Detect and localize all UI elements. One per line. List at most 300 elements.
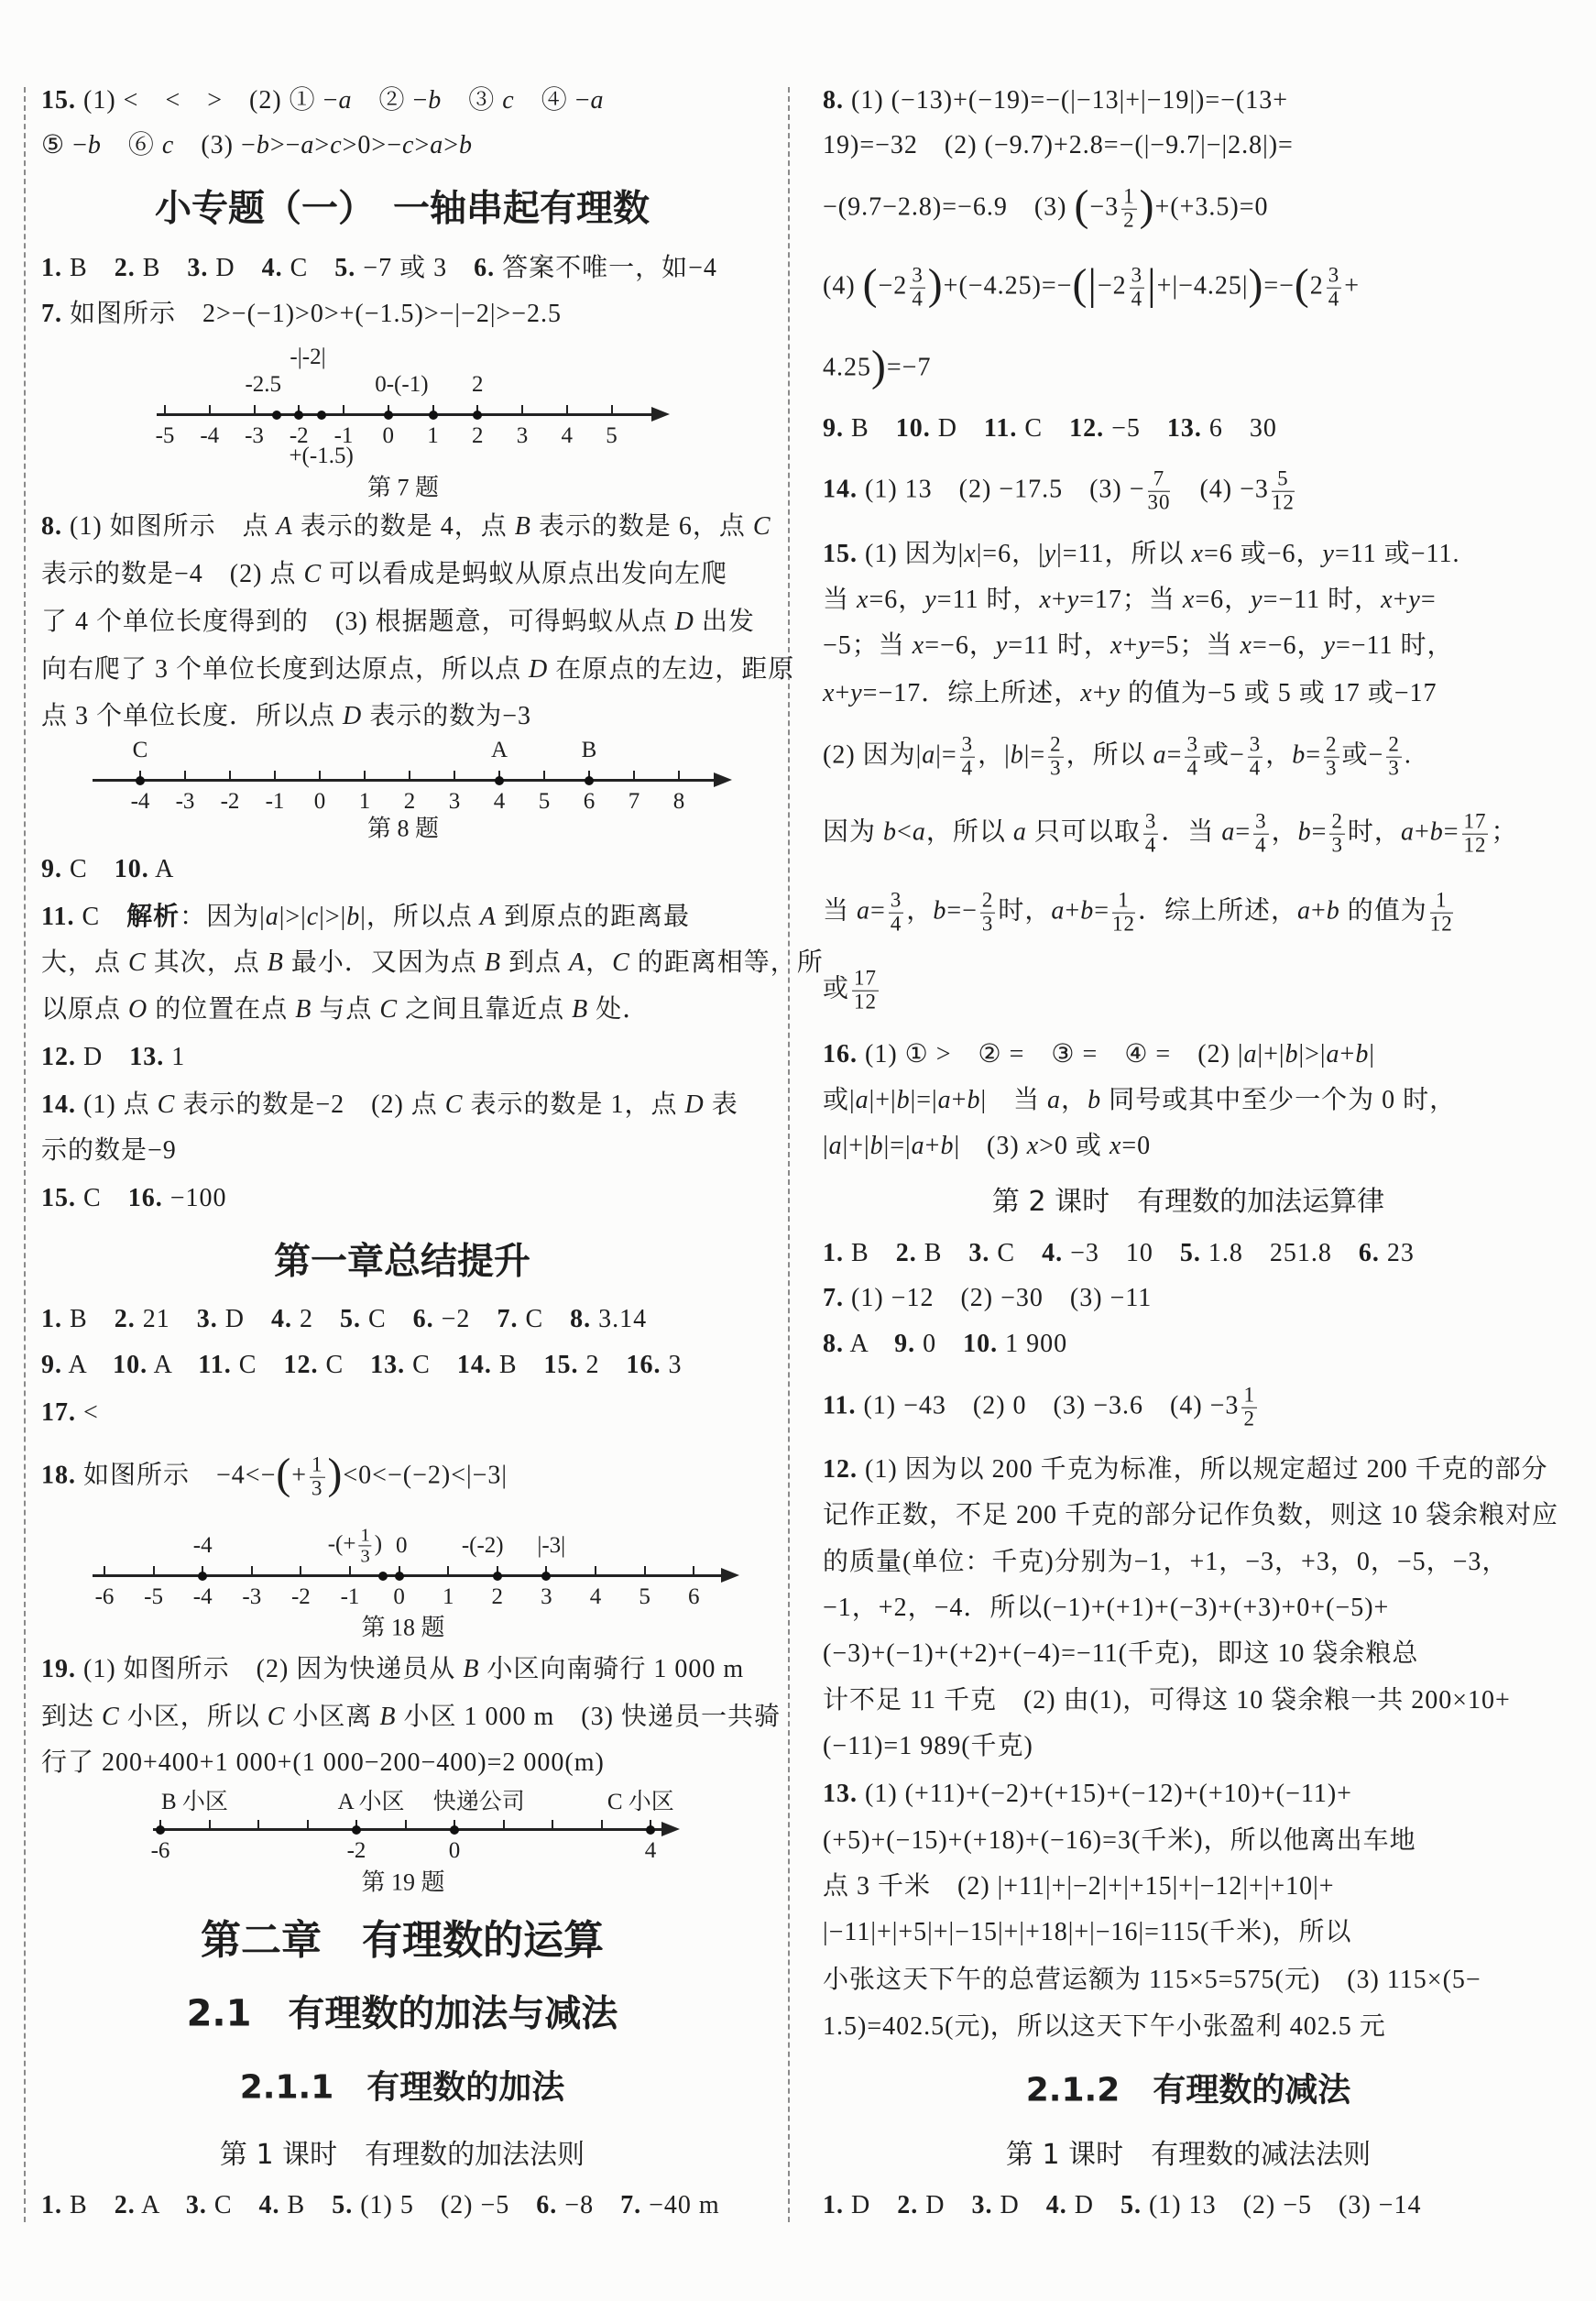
variable: c bbox=[330, 131, 343, 160]
text-run: D bbox=[208, 254, 262, 283]
text-run: 或 bbox=[823, 974, 850, 1003]
point-marker bbox=[450, 1825, 459, 1835]
section-heading-2-1-1: 2.1.1 有理数的加法 bbox=[239, 2068, 565, 2107]
number-line-axis bbox=[93, 1574, 725, 1577]
answer-line bbox=[41, 511, 771, 542]
text-run: 点 3 千米 (2) |+11|+|−2|+|+15|+|−12|+|+10|+ bbox=[823, 1872, 1335, 1901]
axis-tick bbox=[644, 1566, 646, 1575]
text-run: +|−4.25| bbox=[1156, 271, 1249, 301]
variable: y bbox=[1108, 679, 1120, 708]
question-number: 12. bbox=[1069, 414, 1105, 444]
question-number: 17. bbox=[41, 1398, 76, 1428]
text-run: ； bbox=[1491, 817, 1518, 847]
tick-label: -2 bbox=[346, 1838, 366, 1863]
variable: C bbox=[303, 560, 322, 589]
text-run: 0 bbox=[915, 1330, 964, 1359]
question-number: 12. bbox=[41, 1043, 76, 1072]
text-run: 同号或其中至少一个为 0 时， bbox=[1101, 1086, 1457, 1115]
variable: b bbox=[87, 131, 102, 160]
question-number: 15. bbox=[41, 86, 76, 115]
variable: b bbox=[428, 86, 443, 115]
text-run: + bbox=[1051, 586, 1067, 615]
text-run: > bbox=[414, 131, 431, 160]
variable: a bbox=[1243, 1040, 1258, 1069]
text-run: 23 bbox=[1379, 1239, 1415, 1268]
variable: A bbox=[568, 948, 586, 978]
fraction-denominator: 4 bbox=[1249, 756, 1262, 780]
annotation-text: C 小区 bbox=[607, 1790, 674, 1814]
fraction-denominator: 3 bbox=[1388, 756, 1400, 780]
variable: C bbox=[752, 512, 771, 542]
text-run: 时， bbox=[1347, 817, 1401, 847]
variable: x bbox=[1182, 586, 1196, 615]
point-marker bbox=[198, 1572, 207, 1581]
text-run: 3.14 bbox=[591, 1305, 648, 1334]
variable: x bbox=[857, 586, 869, 615]
fraction-numerator: 1 bbox=[1123, 184, 1135, 208]
tick-label: 3 bbox=[448, 789, 461, 814]
tick-label: 2 bbox=[403, 789, 416, 814]
variable: C bbox=[612, 948, 630, 978]
text-run: 到点 bbox=[500, 948, 569, 978]
variable: A bbox=[276, 512, 293, 542]
answer-line bbox=[823, 130, 1294, 161]
text-run: 到达 bbox=[41, 1703, 103, 1732]
variable: a bbox=[828, 1132, 843, 1161]
tick-label: 5 bbox=[538, 789, 551, 814]
question-number: 6. bbox=[536, 2191, 558, 2220]
column-divider bbox=[788, 87, 790, 2222]
variable: y bbox=[1408, 586, 1421, 615]
axis-tick bbox=[153, 1566, 155, 1575]
answer-line bbox=[823, 342, 932, 390]
point-marker bbox=[352, 1825, 361, 1835]
question-number: 5. bbox=[1120, 2191, 1142, 2220]
text-run: = bbox=[1443, 817, 1459, 847]
axis-tick bbox=[104, 1566, 105, 1575]
annotation-text: C bbox=[132, 738, 148, 762]
tick-label: -4 bbox=[192, 1584, 213, 1609]
text-run: 处． bbox=[588, 995, 650, 1024]
axis-tick bbox=[447, 1566, 449, 1575]
variable: b bbox=[459, 131, 474, 160]
text-run: 2 bbox=[1309, 271, 1324, 301]
text-run: = bbox=[1166, 740, 1183, 770]
text-run: |+| bbox=[1257, 1040, 1285, 1069]
fraction bbox=[1241, 1385, 1256, 1431]
point-marker bbox=[541, 1572, 551, 1581]
answer-line bbox=[41, 902, 690, 933]
text-run: | 当 bbox=[980, 1086, 1048, 1115]
text-run: 如图所示 −4<− bbox=[76, 1461, 277, 1490]
text-run: 小区，所以 bbox=[119, 1703, 268, 1732]
text-run: < bbox=[897, 817, 913, 847]
text-run: ， bbox=[1271, 817, 1298, 847]
variable: x bbox=[823, 679, 836, 708]
text-run: |= bbox=[1023, 740, 1046, 770]
answer-line bbox=[41, 1397, 99, 1429]
text-run: 向右爬了 3 个单位长度到达原点，所以点 bbox=[41, 655, 530, 685]
question-number: 5. bbox=[339, 1305, 361, 1334]
point-marker bbox=[156, 1825, 165, 1835]
fraction bbox=[1185, 734, 1199, 781]
question-number: 6. bbox=[412, 1305, 434, 1334]
point-marker bbox=[473, 411, 482, 420]
variable: b bbox=[933, 896, 947, 926]
fraction-denominator: 12 bbox=[1271, 490, 1295, 514]
answer-line bbox=[41, 994, 649, 1025]
text-run: ③ bbox=[442, 86, 503, 115]
text-run: 表示的数是−4 (2) 点 bbox=[41, 560, 304, 589]
point-annotation bbox=[133, 738, 148, 763]
text-run: + bbox=[1414, 817, 1430, 847]
text-run: B bbox=[62, 2191, 115, 2220]
fraction-numerator: 17 bbox=[1463, 809, 1487, 833]
variable: x bbox=[1381, 586, 1394, 615]
variable: D bbox=[684, 1090, 705, 1120]
variable: x bbox=[964, 540, 977, 569]
text-run: +(−4.25)=− bbox=[943, 271, 1073, 301]
text-run: 或− bbox=[1341, 740, 1384, 770]
answer-line bbox=[823, 1593, 1389, 1624]
text-run: −2 bbox=[1097, 271, 1127, 301]
text-run: ， bbox=[1265, 740, 1293, 770]
text-run: (3) − bbox=[174, 131, 257, 160]
text-run: + bbox=[1339, 1040, 1356, 1069]
text-run: | (3) bbox=[954, 1132, 1027, 1161]
fraction-denominator: 3 bbox=[360, 1546, 370, 1567]
variable: C bbox=[444, 1090, 464, 1120]
fraction-numerator: 2 bbox=[1050, 732, 1062, 756]
variable: y bbox=[1066, 586, 1080, 615]
tick-label: 3 bbox=[541, 1584, 552, 1609]
fraction-numerator: 3 bbox=[1328, 263, 1340, 287]
answer-line bbox=[823, 468, 1297, 515]
text-run: B bbox=[844, 414, 896, 444]
tick-label: 1 bbox=[442, 1584, 454, 1609]
tick-label: 6 bbox=[583, 789, 596, 814]
text-run: C bbox=[206, 2191, 259, 2220]
text-run: −3 10 bbox=[1063, 1239, 1180, 1268]
arrow-icon bbox=[661, 1822, 680, 1836]
variable: c bbox=[306, 903, 320, 932]
variable: b bbox=[896, 1086, 911, 1115]
variable: C bbox=[379, 995, 399, 1024]
text-run: =− bbox=[1263, 271, 1295, 301]
point-marker bbox=[429, 411, 438, 420]
variable: b bbox=[1429, 817, 1444, 847]
text-run: D bbox=[844, 2191, 898, 2220]
question-number: 9. bbox=[823, 414, 844, 444]
text-run: =−7 bbox=[886, 353, 932, 382]
axis-tick bbox=[454, 771, 455, 780]
question-number: 14. bbox=[456, 1351, 492, 1380]
question-number: 18. bbox=[41, 1461, 76, 1490]
variable: b bbox=[1088, 1086, 1102, 1115]
annotation-text: 快递公司 bbox=[432, 1790, 525, 1814]
point-annotation bbox=[582, 738, 597, 763]
text-run: 4.25 bbox=[823, 353, 871, 382]
text-run: + bbox=[1393, 586, 1409, 615]
large-delimiter: | bbox=[1147, 261, 1157, 310]
text-run: ， bbox=[585, 948, 613, 978]
text-run: |>| bbox=[279, 903, 307, 932]
variable: y bbox=[1323, 631, 1336, 661]
fraction-denominator: 12 bbox=[1429, 912, 1453, 936]
lesson-heading-sub-rule: 第 1 课时 有理数的减法法则 bbox=[1005, 2139, 1372, 2171]
fraction-numerator: 7 bbox=[1148, 468, 1171, 492]
text-run: 或| bbox=[823, 1086, 856, 1115]
text-run: 的值为 bbox=[1339, 896, 1427, 926]
question-number: 8. bbox=[823, 86, 844, 115]
answer-line bbox=[823, 811, 1518, 858]
fraction bbox=[889, 890, 903, 937]
question-number: 8. bbox=[41, 512, 62, 542]
annotation-text: 0 bbox=[396, 1533, 408, 1558]
axis-tick bbox=[300, 1566, 301, 1575]
variable: a bbox=[1047, 1086, 1062, 1115]
fraction-denominator: 4 bbox=[1186, 756, 1198, 780]
tick-label: 1 bbox=[427, 423, 439, 448]
fraction-numerator: 1 bbox=[1430, 890, 1453, 914]
axis-tick bbox=[521, 405, 523, 414]
number-line-axis bbox=[93, 779, 717, 782]
text-run: −100 bbox=[162, 1184, 227, 1213]
text-run: −8 bbox=[557, 2191, 621, 2220]
point-annotation bbox=[433, 1783, 525, 1816]
fraction-numerator: 1 bbox=[360, 1525, 370, 1546]
tick-label: -3 bbox=[175, 789, 195, 814]
variable: a bbox=[1296, 896, 1311, 926]
fraction bbox=[1048, 734, 1063, 781]
question-number: 13. bbox=[370, 1351, 406, 1380]
text-run: 因为 bbox=[823, 817, 884, 847]
question-number: 19. bbox=[41, 1655, 76, 1684]
text-run: 只可以取 bbox=[1026, 817, 1141, 847]
variable: a bbox=[922, 740, 936, 770]
text-run: C bbox=[360, 1305, 413, 1334]
answer-line bbox=[41, 253, 717, 284]
text-run: D bbox=[1066, 2191, 1120, 2220]
question-number: 16. bbox=[626, 1351, 661, 1380]
text-run: −5；当 bbox=[823, 631, 913, 661]
text-run: C bbox=[405, 1351, 457, 1380]
variable: b bbox=[346, 903, 361, 932]
answer-line bbox=[41, 85, 605, 116]
question-number: 12. bbox=[283, 1351, 319, 1380]
fraction bbox=[1462, 811, 1489, 858]
fraction-numerator: 5 bbox=[1272, 468, 1295, 492]
variable: a bbox=[937, 1086, 952, 1115]
variable: a bbox=[911, 1132, 925, 1161]
point-marker bbox=[378, 1572, 388, 1581]
answer-line bbox=[41, 607, 755, 638]
text-run: =11 时， bbox=[1008, 631, 1111, 661]
text-run: |=6，| bbox=[976, 540, 1044, 569]
question-number: 3. bbox=[196, 1305, 218, 1334]
answer-line bbox=[41, 1304, 647, 1335]
large-delimiter: ( bbox=[1072, 261, 1088, 310]
fraction bbox=[960, 734, 975, 781]
tick-label: -2 bbox=[289, 423, 309, 448]
fraction-numerator: 2 bbox=[1388, 732, 1400, 756]
annotation-text: 0-(-1) bbox=[375, 372, 429, 397]
point-marker bbox=[136, 776, 145, 785]
large-delimiter: | bbox=[1088, 261, 1098, 310]
question-number: 3. bbox=[185, 2191, 207, 2220]
figure-caption: 第 19 题 bbox=[361, 1868, 445, 1896]
variable: B bbox=[514, 512, 531, 542]
variable: a bbox=[912, 817, 926, 847]
question-number: 1. bbox=[823, 1239, 844, 1268]
variable: c bbox=[502, 86, 515, 115]
text-run: 表示的数为−3 bbox=[362, 702, 532, 731]
question-number: 15. bbox=[543, 1351, 579, 1380]
fraction bbox=[1248, 734, 1263, 781]
text-run: C bbox=[1017, 414, 1070, 444]
text-run: (1) −43 (2) 0 (3) −3.6 (4) −3 bbox=[856, 1391, 1240, 1420]
fraction-denominator: 3 bbox=[1326, 756, 1338, 780]
variable: b bbox=[256, 131, 270, 160]
answer-line bbox=[41, 1135, 177, 1167]
text-run: C bbox=[989, 1239, 1043, 1268]
large-delimiter: ( bbox=[1074, 182, 1090, 231]
point-marker bbox=[272, 411, 281, 420]
annotation-text: -(+ bbox=[327, 1531, 356, 1557]
answer-line bbox=[823, 1385, 1260, 1431]
question-number: 9. bbox=[894, 1330, 916, 1359]
variable: y bbox=[995, 631, 1009, 661]
variable: a bbox=[855, 1086, 869, 1115]
tick-label: 1 bbox=[358, 789, 371, 814]
axis-tick bbox=[257, 1820, 259, 1829]
axis-tick bbox=[251, 1566, 253, 1575]
point-marker bbox=[495, 776, 504, 785]
answer-line bbox=[823, 1731, 1033, 1762]
text-run: 以原点 bbox=[41, 995, 129, 1024]
text-run: (1) ① > ② = ③ = ④ = (2) | bbox=[858, 1040, 1244, 1069]
fraction-numerator: 3 bbox=[961, 732, 974, 756]
text-run: ，所以 bbox=[925, 817, 1013, 847]
text-run: (1) 如图所示 (2) 因为快递员从 bbox=[76, 1655, 464, 1684]
variable: D bbox=[343, 702, 363, 731]
text-run: =5；当 bbox=[1150, 631, 1241, 661]
fraction bbox=[980, 890, 995, 937]
answer-line bbox=[823, 1039, 1375, 1070]
question-number: 4. bbox=[1045, 2191, 1067, 2220]
annotation-text: -(-2) bbox=[461, 1533, 504, 1558]
point-annotation bbox=[472, 372, 484, 398]
text-run: 了 4 个单位长度得到的 (3) 根据题意，可得蚂蚁从点 bbox=[41, 608, 675, 637]
text-run: > bbox=[314, 131, 331, 160]
tick-label: 2 bbox=[491, 1584, 504, 1609]
text-run: + bbox=[924, 1132, 941, 1161]
axis-tick bbox=[209, 1820, 211, 1829]
text-run: >− bbox=[269, 131, 301, 160]
text-run: C bbox=[76, 1184, 128, 1213]
question-number: 1. bbox=[41, 1305, 62, 1334]
tick-label: 0 bbox=[393, 1584, 405, 1609]
variable: B bbox=[463, 1655, 480, 1684]
text-run: + bbox=[1122, 631, 1139, 661]
text-run: 表示的数是−2 (2) 点 bbox=[175, 1090, 445, 1120]
text-run: (1) 13 (2) −17.5 (3) − bbox=[858, 475, 1145, 504]
text-run: C bbox=[318, 1351, 371, 1380]
text-run: = bbox=[870, 896, 886, 926]
text-run: (1) (+11)+(−2)+(+15)+(−12)+(+10)+(−11)+ bbox=[858, 1780, 1352, 1809]
tick-label: -2 bbox=[290, 1584, 311, 1609]
question-number: 4. bbox=[258, 2191, 280, 2220]
point-annotation bbox=[289, 444, 353, 469]
fraction bbox=[310, 1454, 324, 1501]
point-annotation bbox=[537, 1533, 565, 1559]
question-number: 2. bbox=[114, 254, 136, 283]
variable: C bbox=[128, 948, 147, 978]
fraction-denominator: 2 bbox=[1123, 208, 1135, 232]
answer-line bbox=[823, 1965, 1481, 1996]
answer-line bbox=[823, 1917, 1352, 1948]
tick-label: -2 bbox=[220, 789, 240, 814]
annotation-text: -4 bbox=[192, 1533, 213, 1558]
text-run: + bbox=[1065, 896, 1081, 926]
fraction-denominator: 3 bbox=[1331, 833, 1343, 857]
variable: y bbox=[1322, 540, 1335, 569]
text-run: (1) < < > (2) ① − bbox=[76, 86, 339, 115]
variable: b bbox=[869, 1132, 884, 1161]
tick-label: -6 bbox=[94, 1584, 115, 1609]
fraction-denominator: 3 bbox=[312, 1476, 323, 1500]
fraction-numerator: 1 bbox=[1112, 890, 1135, 914]
text-run: A bbox=[62, 1351, 114, 1380]
question-number: 14. bbox=[823, 475, 858, 504]
point-annotation bbox=[338, 1783, 405, 1816]
text-run: 行了 200+400+1 000+(1 000−200−400)=2 000(m) bbox=[41, 1748, 605, 1778]
point-annotation bbox=[161, 1783, 228, 1816]
axis-tick bbox=[503, 1820, 505, 1829]
text-run: =17；当 bbox=[1079, 586, 1183, 615]
text-run: B bbox=[491, 1351, 544, 1380]
question-number: 3. bbox=[968, 1239, 990, 1268]
question-number: 16. bbox=[823, 1040, 858, 1069]
tick-label: 8 bbox=[672, 789, 685, 814]
text-run: |+| bbox=[869, 1086, 897, 1115]
text-run: 当 bbox=[823, 896, 858, 926]
large-delimiter: ) bbox=[1248, 261, 1264, 310]
fraction-denominator: 4 bbox=[890, 912, 902, 936]
text-run: |>| bbox=[1298, 1040, 1327, 1069]
answer-line bbox=[823, 630, 1454, 662]
variable: c bbox=[161, 131, 175, 160]
variable: B bbox=[295, 995, 312, 1024]
question-number: 2. bbox=[897, 2191, 919, 2220]
text-run: −1，+2，−4．所以(−1)+(+1)+(−3)+(+3)+0+(−5)+ bbox=[823, 1594, 1390, 1623]
text-run: ② − bbox=[352, 86, 429, 115]
question-number: 11. bbox=[823, 1391, 857, 1420]
question-number: 14. bbox=[41, 1090, 76, 1120]
question-number: 1. bbox=[823, 2191, 844, 2220]
fraction-denominator: 2 bbox=[1243, 1407, 1255, 1430]
variable: x bbox=[912, 631, 925, 661]
axis-tick bbox=[633, 771, 635, 780]
text-run: 19)=−32 (2) (−9.7)+2.8=−(|−9.7|−|2.8|)= bbox=[823, 131, 1294, 160]
large-delimiter: ) bbox=[1139, 182, 1155, 231]
fraction bbox=[1112, 890, 1135, 937]
text-run: 1 bbox=[164, 1043, 186, 1072]
text-run: = bbox=[1306, 740, 1322, 770]
fraction bbox=[1329, 811, 1344, 858]
text-run: −5 bbox=[1104, 414, 1167, 444]
question-number: 10. bbox=[114, 855, 149, 884]
